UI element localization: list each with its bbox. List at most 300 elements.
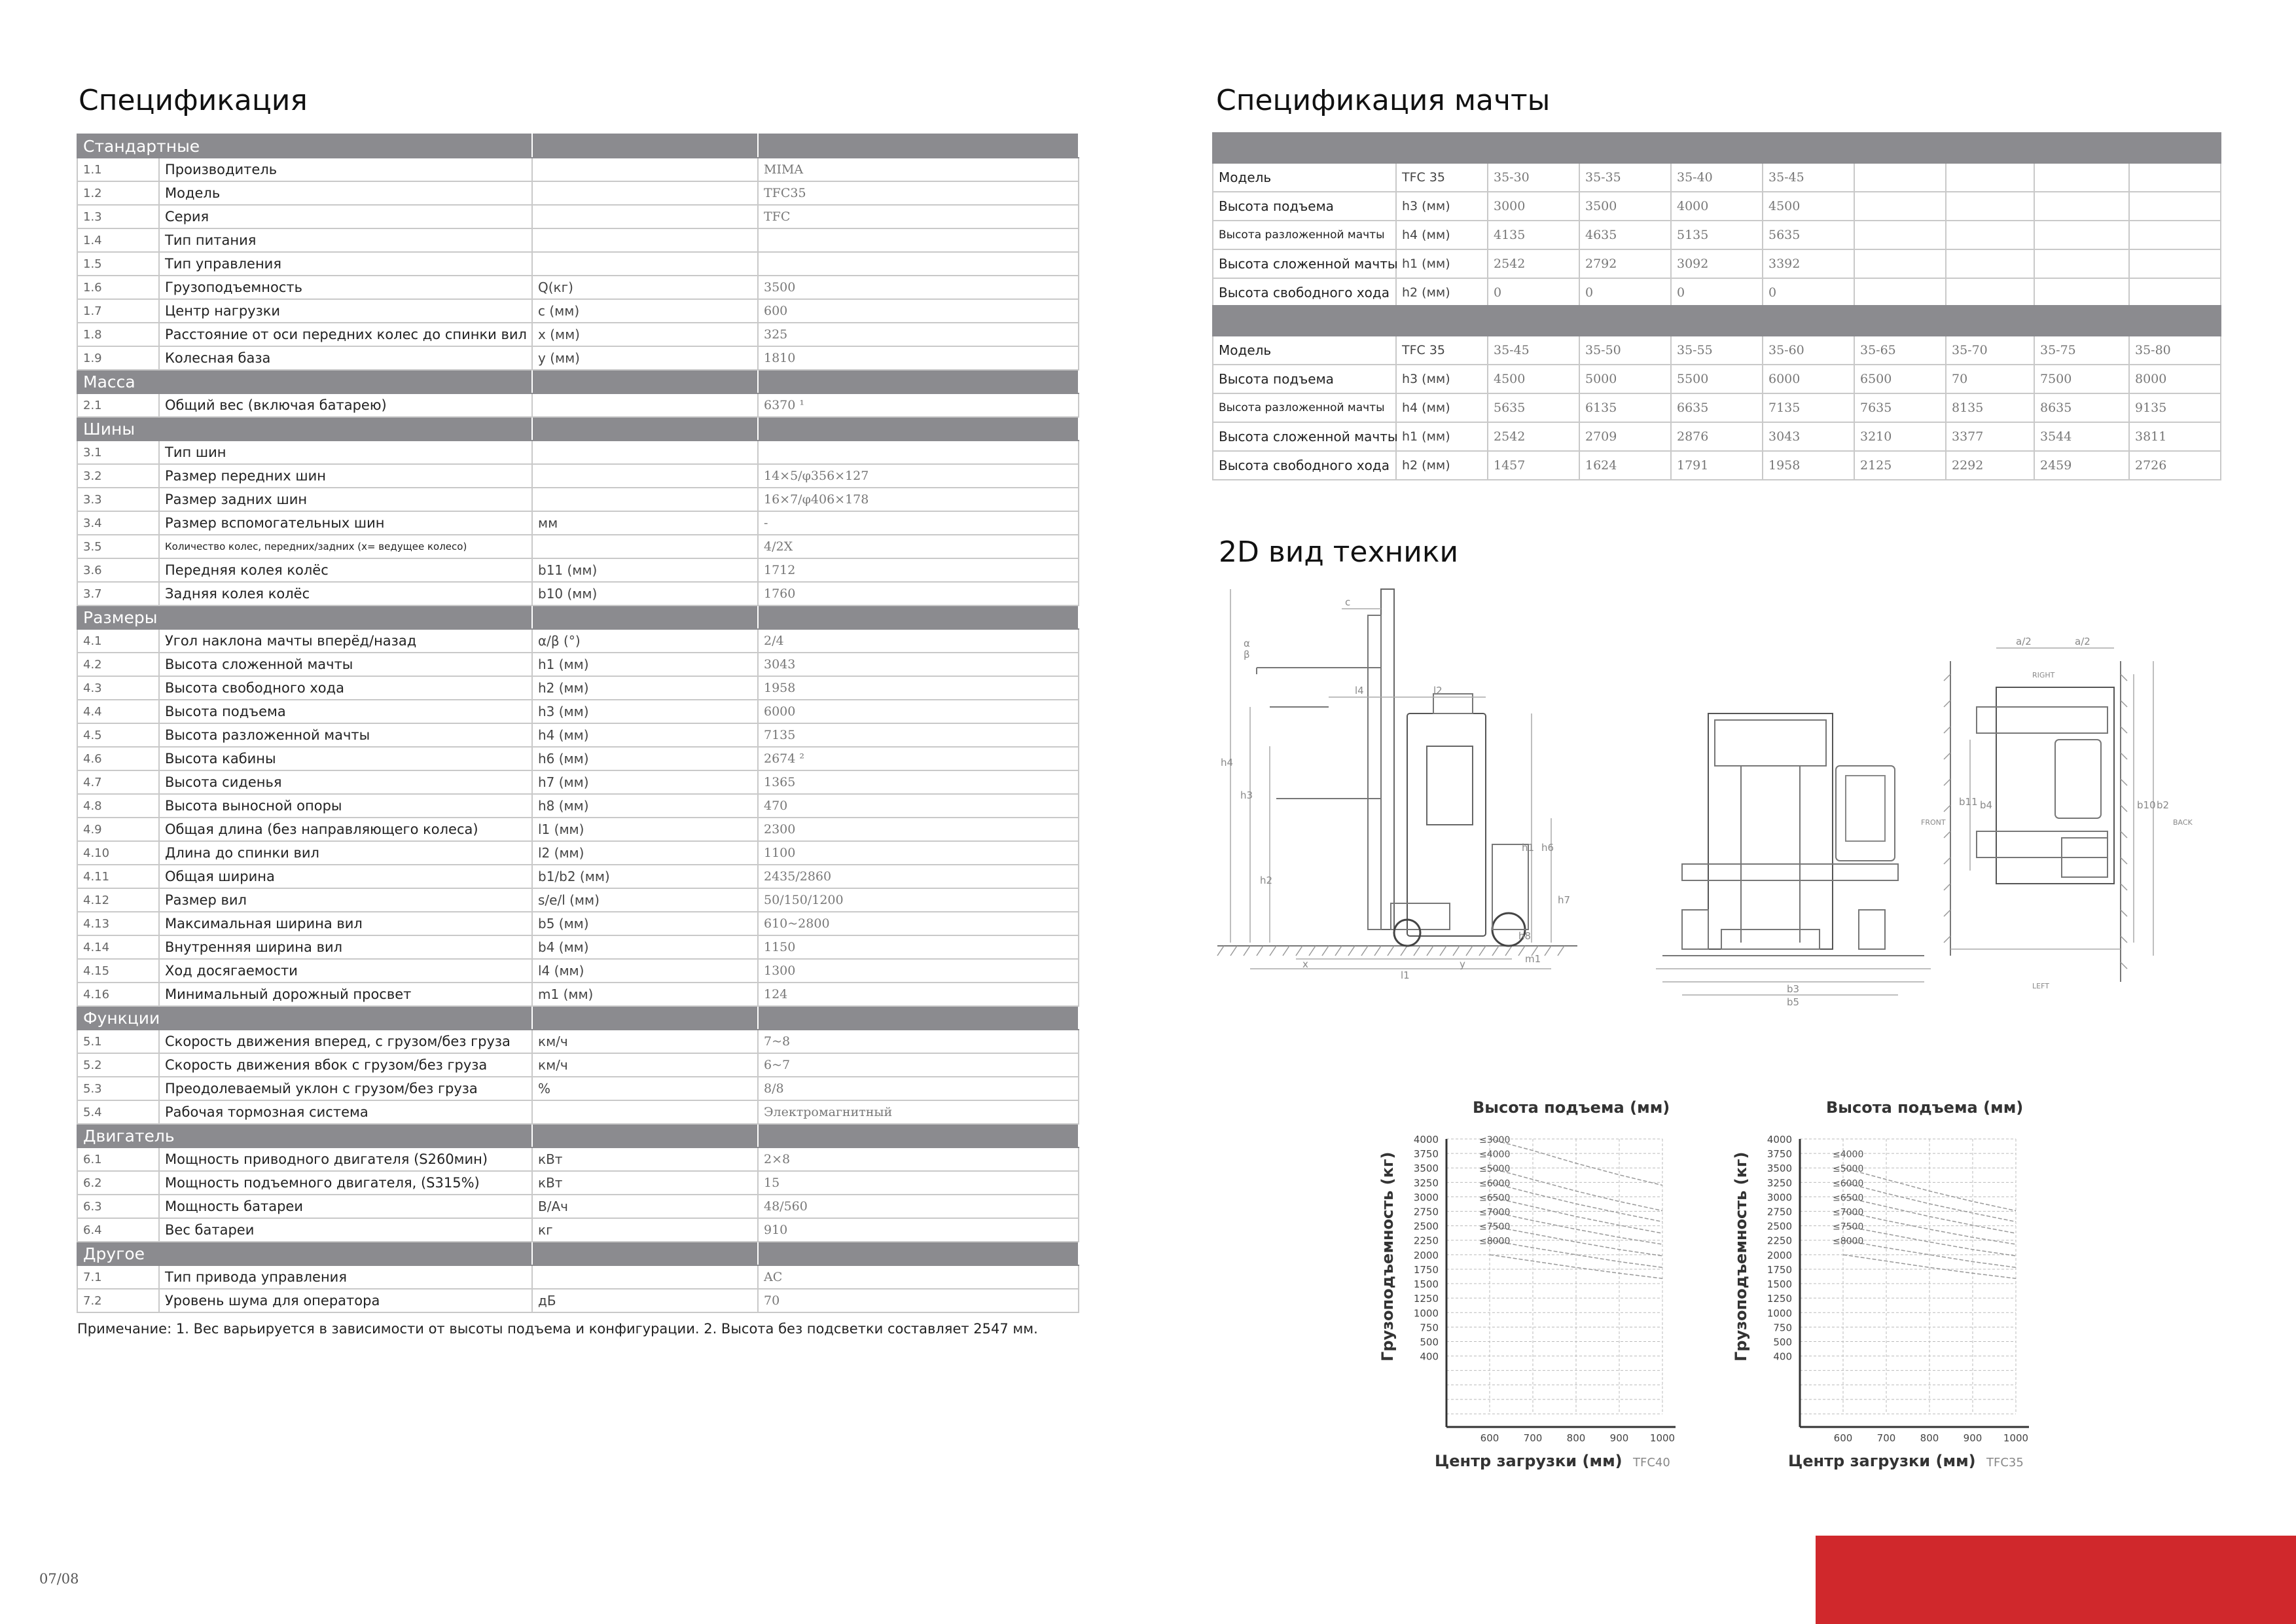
mast-unit: h4 (мм) <box>1396 221 1488 249</box>
mast-row <box>1213 451 2221 480</box>
row-unit: b4 (мм) <box>532 935 758 959</box>
chart-y-tick: 3250 <box>1413 1177 1439 1189</box>
row-unit <box>532 488 758 511</box>
mast-value: 3092 <box>1671 249 1763 278</box>
mast-value: 0 <box>1579 278 1671 307</box>
section-title: Размеры <box>77 605 532 629</box>
chart-title: Высота подъема (мм) <box>1473 1098 1670 1117</box>
mast-unit: TFC 35 <box>1396 163 1488 192</box>
row-unit <box>532 393 758 417</box>
row-label: Максимальная ширина вил <box>159 912 532 935</box>
dim-b2: b2 <box>2157 799 2170 811</box>
mast-value: 1457 <box>1488 451 1579 480</box>
chart-series-line <box>1490 1182 1662 1221</box>
mast-value: 0 <box>1763 278 1854 307</box>
label-front: FRONT <box>1921 818 1946 827</box>
row-number: 3.3 <box>77 488 159 511</box>
spec-row <box>77 441 1079 464</box>
row-number: 1.3 <box>77 205 159 228</box>
chart-xlabel: Центр загрузки (мм) <box>1435 1452 1623 1470</box>
row-number: 1.2 <box>77 181 159 205</box>
spec-row <box>77 582 1079 605</box>
dim-l2: l2 <box>1433 685 1443 696</box>
row-value: - <box>758 511 1079 535</box>
chart-y-tick: 750 <box>1773 1322 1792 1334</box>
dim-a2-right: a/2 <box>2075 636 2090 647</box>
row-unit: h1 (мм) <box>532 653 758 676</box>
mast-value: 3811 <box>2129 422 2221 451</box>
mast-value <box>1946 278 2034 307</box>
chart-x-tick: 900 <box>1963 1432 1982 1444</box>
row-value: 14×5/φ356×127 <box>758 464 1079 488</box>
row-value: 6000 <box>758 700 1079 723</box>
mast-value: 6635 <box>1671 393 1763 422</box>
row-number: 4.15 <box>77 959 159 983</box>
spec-row <box>77 393 1079 417</box>
row-label: Грузоподъемность <box>159 276 532 299</box>
chart-y-tick: 3500 <box>1413 1163 1439 1175</box>
row-unit: км/ч <box>532 1053 758 1077</box>
row-label: Длина до спинки вил <box>159 841 532 865</box>
mast-value: 4500 <box>1763 192 1854 221</box>
mast-value: 7500 <box>2034 365 2129 393</box>
mast-value: 3377 <box>1946 422 2034 451</box>
chart-y-tick: 1000 <box>1767 1307 1792 1320</box>
mast-value <box>2034 192 2129 221</box>
mast-value: 4635 <box>1579 221 1671 249</box>
row-value: 2/4 <box>758 629 1079 653</box>
row-number: 5.3 <box>77 1077 159 1100</box>
row-value: 2×8 <box>758 1147 1079 1171</box>
row-unit: m1 (мм) <box>532 983 758 1006</box>
chart-series-label: ≤6500 <box>1479 1193 1511 1204</box>
spec-row <box>77 1147 1079 1171</box>
mast-value: 3544 <box>2034 422 2129 451</box>
mast-value: 35-80 <box>2129 336 2221 365</box>
row-value: 3500 <box>758 276 1079 299</box>
row-value: 6~7 <box>758 1053 1079 1077</box>
capacity-chart-tfc40 <box>1374 1093 1702 1473</box>
mast-unit: h3 (мм) <box>1396 365 1488 393</box>
spec-row <box>77 794 1079 818</box>
chart-y-tick: 3750 <box>1767 1148 1792 1161</box>
spec-row <box>77 1053 1079 1077</box>
mast-value: 4135 <box>1488 221 1579 249</box>
row-unit: l4 (мм) <box>532 959 758 983</box>
chart-title: Высота подъема (мм) <box>1826 1098 2024 1117</box>
dim-b10: b10 <box>2137 799 2156 811</box>
section-header <box>77 417 1079 441</box>
mast-value: 35-70 <box>1946 336 2034 365</box>
row-label: Серия <box>159 205 532 228</box>
mast-value: 5500 <box>1671 365 1763 393</box>
chart-x-tick: 700 <box>1876 1432 1896 1444</box>
row-number: 1.9 <box>77 346 159 370</box>
mast-value: 35-65 <box>1854 336 1946 365</box>
chart-y-tick: 2750 <box>1767 1206 1792 1218</box>
section-header <box>77 605 1079 629</box>
dim-l4: l4 <box>1355 685 1364 696</box>
row-value: 1958 <box>758 676 1079 700</box>
row-label: Расстояние от оси передних колес до спинки вил <box>159 323 532 346</box>
chart-y-tick: 3250 <box>1767 1177 1792 1189</box>
chart-ylabel: Грузоподъемность (кг) <box>1378 1151 1397 1362</box>
dim-h8: h8 <box>1518 930 1532 942</box>
mast-value <box>1854 278 1946 307</box>
row-label: Мощность подъемного двигателя, (S315%) <box>159 1171 532 1195</box>
chart-series-label: ≤5000 <box>1479 1164 1511 1175</box>
mast-value: 35-60 <box>1763 336 1854 365</box>
mast-value <box>1946 249 2034 278</box>
mast-value: 2542 <box>1488 249 1579 278</box>
section-title: Стандартные <box>77 134 532 158</box>
mast-value: 2542 <box>1488 422 1579 451</box>
chart-xlabel: Центр загрузки (мм) <box>1788 1452 1976 1470</box>
row-value: 8/8 <box>758 1077 1079 1100</box>
mast-value: 3043 <box>1763 422 1854 451</box>
mast-param: Высота подъема <box>1213 192 1396 221</box>
mast-table-band <box>1213 306 2221 336</box>
label-right: RIGHT <box>2032 671 2055 679</box>
mast-value: 8000 <box>2129 365 2221 393</box>
row-number: 3.6 <box>77 558 159 582</box>
row-number: 1.4 <box>77 228 159 252</box>
chart-y-tick: 2500 <box>1767 1220 1792 1233</box>
row-value: 2435/2860 <box>758 865 1079 888</box>
row-value: 7~8 <box>758 1030 1079 1053</box>
row-unit <box>532 205 758 228</box>
row-value: 600 <box>758 299 1079 323</box>
brand-color-block <box>1816 1536 2296 1624</box>
spec-row <box>77 323 1079 346</box>
chart-y-tick: 2000 <box>1767 1249 1792 1261</box>
chart-x-tick: 700 <box>1523 1432 1543 1444</box>
row-label: Угол наклона мачты вперёд/назад <box>159 629 532 653</box>
row-value: 1760 <box>758 582 1079 605</box>
chart-series-label: ≤6500 <box>1833 1193 1864 1204</box>
row-number: 1.8 <box>77 323 159 346</box>
row-label: Рабочая тормозная система <box>159 1100 532 1124</box>
mast-value <box>1854 221 1946 249</box>
row-label: Центр нагрузки <box>159 299 532 323</box>
spec-row <box>77 959 1079 983</box>
mast-value <box>2129 249 2221 278</box>
row-number: 1.5 <box>77 252 159 276</box>
row-label: Высота сиденья <box>159 770 532 794</box>
dim-h1: h1 <box>1522 842 1535 854</box>
mast-value <box>1854 192 1946 221</box>
mast-unit: h2 (мм) <box>1396 278 1488 307</box>
mast-value <box>1946 163 2034 192</box>
row-number: 4.7 <box>77 770 159 794</box>
spec-row <box>77 252 1079 276</box>
row-number: 4.9 <box>77 818 159 841</box>
dim-h4: h4 <box>1221 757 1234 768</box>
row-value <box>758 252 1079 276</box>
mast-unit: h2 (мм) <box>1396 451 1488 480</box>
row-label: Передняя колея колёс <box>159 558 532 582</box>
chart-x-tick: 600 <box>1480 1432 1499 1444</box>
row-value: TFC35 <box>758 181 1079 205</box>
mast-value: 35-45 <box>1488 336 1579 365</box>
row-label: Общая ширина <box>159 865 532 888</box>
mast-row <box>1213 278 2221 307</box>
chart-y-tick: 500 <box>1420 1336 1439 1348</box>
spec-row <box>77 653 1079 676</box>
dim-y: y <box>1460 958 1465 970</box>
row-unit: мм <box>532 511 758 535</box>
row-unit <box>532 181 758 205</box>
row-number: 6.3 <box>77 1195 159 1218</box>
row-unit: x (мм) <box>532 323 758 346</box>
mast-value: 2726 <box>2129 451 2221 480</box>
mast-row <box>1213 163 2221 192</box>
mast-value: 3000 <box>1488 192 1579 221</box>
mast-param: Высота сложенной мачты <box>1213 422 1396 451</box>
row-value: 1810 <box>758 346 1079 370</box>
row-label: Количество колес, передних/задних (x= ведущее колесо) <box>159 535 532 558</box>
row-label: Ход досягаемости <box>159 959 532 983</box>
row-label: Размер вспомогательных шин <box>159 511 532 535</box>
row-number: 4.1 <box>77 629 159 653</box>
row-unit <box>532 441 758 464</box>
mast-value: 70 <box>1946 365 2034 393</box>
section-header <box>77 1006 1079 1030</box>
chart-series-label: ≤8000 <box>1479 1236 1511 1247</box>
mast-param: Модель <box>1213 336 1396 365</box>
chart-y-tick: 2250 <box>1767 1235 1792 1247</box>
spec-row <box>77 676 1079 700</box>
row-unit: c (мм) <box>532 299 758 323</box>
mast-param: Высота свободного хода <box>1213 278 1396 307</box>
section-title: Двигатель <box>77 1124 532 1147</box>
row-unit: h3 (мм) <box>532 700 758 723</box>
row-label: Общий вес (включая батарею) <box>159 393 532 417</box>
row-value: 16×7/φ406×178 <box>758 488 1079 511</box>
mast-table-band <box>1213 133 2221 163</box>
row-value: 1712 <box>758 558 1079 582</box>
chart-y-tick: 3000 <box>1767 1191 1792 1204</box>
row-unit: В/Ач <box>532 1195 758 1218</box>
spec-row <box>77 464 1079 488</box>
mast-table-2 <box>1212 305 2221 480</box>
row-value: 3043 <box>758 653 1079 676</box>
spec-row <box>77 1100 1079 1124</box>
mast-row <box>1213 422 2221 451</box>
row-label: Высота выносной опоры <box>159 794 532 818</box>
mast-value: 3392 <box>1763 249 1854 278</box>
spec-row <box>77 1077 1079 1100</box>
row-label: Тип шин <box>159 441 532 464</box>
spec-row <box>77 1218 1079 1242</box>
row-unit: l1 (мм) <box>532 818 758 841</box>
spec-row <box>77 1171 1079 1195</box>
row-label: Колесная база <box>159 346 532 370</box>
chart-y-tick: 400 <box>1773 1350 1792 1363</box>
dim-h2: h2 <box>1260 875 1273 886</box>
chart-series-label: ≤3000 <box>1479 1135 1511 1146</box>
spec-row <box>77 299 1079 323</box>
chart-x-tick: 1000 <box>1649 1432 1676 1444</box>
row-label: Мощность батареи <box>159 1195 532 1218</box>
row-value: 470 <box>758 794 1079 818</box>
mast-value: 35-40 <box>1671 163 1763 192</box>
section-header <box>77 134 1079 158</box>
row-unit: α/β (°) <box>532 629 758 653</box>
row-value: MIMA <box>758 158 1079 181</box>
chart-series-label: ≤8000 <box>1833 1236 1864 1247</box>
spec-row <box>77 1030 1079 1053</box>
mast-param: Высота сложенной мачты <box>1213 249 1396 278</box>
section-header <box>77 1124 1079 1147</box>
mast-value: 5000 <box>1579 365 1671 393</box>
view2d-title: 2D вид техники <box>1219 535 1459 569</box>
mast-value: 1958 <box>1763 451 1854 480</box>
chart-y-tick: 3000 <box>1413 1191 1439 1204</box>
row-number: 2.1 <box>77 393 159 417</box>
row-value: 2674 ² <box>758 747 1079 770</box>
row-label: Высота разложенной мачты <box>159 723 532 747</box>
mast-value <box>2129 221 2221 249</box>
row-label: Модель <box>159 181 532 205</box>
mast-row <box>1213 365 2221 393</box>
mast-value: 6135 <box>1579 393 1671 422</box>
row-number: 4.10 <box>77 841 159 865</box>
mast-spec-title: Спецификация мачты <box>1216 84 1551 117</box>
dim-a2-left: a/2 <box>2016 636 2032 647</box>
row-unit <box>532 158 758 181</box>
row-unit <box>532 535 758 558</box>
mast-value: 6000 <box>1763 365 1854 393</box>
row-value: 325 <box>758 323 1079 346</box>
chart-series-line <box>1843 1182 2016 1221</box>
mast-value: 4500 <box>1488 365 1579 393</box>
chart-y-tick: 500 <box>1773 1336 1792 1348</box>
chart-series-label: ≤6000 <box>1833 1178 1864 1189</box>
mast-param: Высота свободного хода <box>1213 451 1396 480</box>
mast-value <box>2129 278 2221 307</box>
mast-value: 35-35 <box>1579 163 1671 192</box>
spec-row <box>77 511 1079 535</box>
mast-value: 0 <box>1671 278 1763 307</box>
chart-series-label: ≤4000 <box>1479 1149 1511 1161</box>
row-number: 4.16 <box>77 983 159 1006</box>
row-value: Электромагнитный <box>758 1100 1079 1124</box>
row-value: 1365 <box>758 770 1079 794</box>
chart-x-tick: 800 <box>1920 1432 1939 1444</box>
chart-y-tick: 1250 <box>1413 1293 1439 1305</box>
chart-y-tick: 1250 <box>1767 1293 1792 1305</box>
row-number: 4.13 <box>77 912 159 935</box>
chart-series-label: ≤7500 <box>1479 1221 1511 1233</box>
mast-value <box>2034 163 2129 192</box>
row-unit: h6 (мм) <box>532 747 758 770</box>
mast-value: 8135 <box>1946 393 2034 422</box>
mast-value: 35-30 <box>1488 163 1579 192</box>
section-title: Функции <box>77 1006 532 1030</box>
spec-table <box>77 134 1079 1313</box>
row-label: Общая длина (без направляющего колеса) <box>159 818 532 841</box>
row-number: 3.4 <box>77 511 159 535</box>
chart-model: TFC40 <box>1633 1456 1670 1470</box>
spec-row <box>77 912 1079 935</box>
row-value: 1300 <box>758 959 1079 983</box>
dim-h7: h7 <box>1558 894 1571 906</box>
mast-param: Высота разложенной мачты <box>1213 221 1396 249</box>
mast-value: 2709 <box>1579 422 1671 451</box>
row-number: 4.11 <box>77 865 159 888</box>
row-label: Вес батареи <box>159 1218 532 1242</box>
spec-row <box>77 723 1079 747</box>
spec-row <box>77 488 1079 511</box>
row-unit <box>532 252 758 276</box>
spec-row <box>77 841 1079 865</box>
row-unit: h7 (мм) <box>532 770 758 794</box>
chart-y-tick: 4000 <box>1767 1134 1792 1146</box>
row-unit: s/e/l (мм) <box>532 888 758 912</box>
chart-x-tick: 900 <box>1609 1432 1629 1444</box>
mast-value: 35-45 <box>1763 163 1854 192</box>
mast-value: 2792 <box>1579 249 1671 278</box>
dim-b11: b11 <box>1959 796 1978 808</box>
row-unit: b10 (мм) <box>532 582 758 605</box>
row-number: 3.2 <box>77 464 159 488</box>
dim-h6: h6 <box>1541 842 1554 854</box>
dim-b4: b4 <box>1980 799 1993 811</box>
spec-row <box>77 818 1079 841</box>
row-value <box>758 228 1079 252</box>
dim-c: c <box>1345 596 1351 608</box>
mast-value <box>2034 249 2129 278</box>
row-value: 2300 <box>758 818 1079 841</box>
row-unit: h8 (мм) <box>532 794 758 818</box>
row-label: Производитель <box>159 158 532 181</box>
row-label: Тип привода управления <box>159 1265 532 1289</box>
mast-value: 6500 <box>1854 365 1946 393</box>
row-unit <box>532 1265 758 1289</box>
row-unit: кВт <box>532 1147 758 1171</box>
row-value: 48/560 <box>758 1195 1079 1218</box>
mast-value <box>1854 249 1946 278</box>
row-unit: b1/b2 (мм) <box>532 865 758 888</box>
row-label: Мощность приводного двигателя (S260мин) <box>159 1147 532 1171</box>
row-value: 4/2X <box>758 535 1079 558</box>
row-value: 124 <box>758 983 1079 1006</box>
mast-param: Высота подъема <box>1213 365 1396 393</box>
mast-unit: h4 (мм) <box>1396 393 1488 422</box>
row-unit: кВт <box>532 1171 758 1195</box>
section-title: Шины <box>77 417 532 441</box>
dim-b3: b3 <box>1787 983 1800 995</box>
section-title: Другое <box>77 1242 532 1265</box>
row-number: 5.1 <box>77 1030 159 1053</box>
mast-value: 1624 <box>1579 451 1671 480</box>
spec-row <box>77 158 1079 181</box>
row-number: 4.5 <box>77 723 159 747</box>
mast-row <box>1213 336 2221 365</box>
row-label: Высота подъема <box>159 700 532 723</box>
chart-x-tick: 1000 <box>2003 1432 2029 1444</box>
row-label: Внутренняя ширина вил <box>159 935 532 959</box>
mast-value <box>1946 221 2034 249</box>
row-number: 5.2 <box>77 1053 159 1077</box>
row-label: Высота сложенной мачты <box>159 653 532 676</box>
row-number: 6.1 <box>77 1147 159 1171</box>
row-unit: b11 (мм) <box>532 558 758 582</box>
chart-series-label: ≤7000 <box>1833 1207 1864 1218</box>
dim-l1: l1 <box>1401 969 1410 981</box>
spec-row <box>77 747 1079 770</box>
